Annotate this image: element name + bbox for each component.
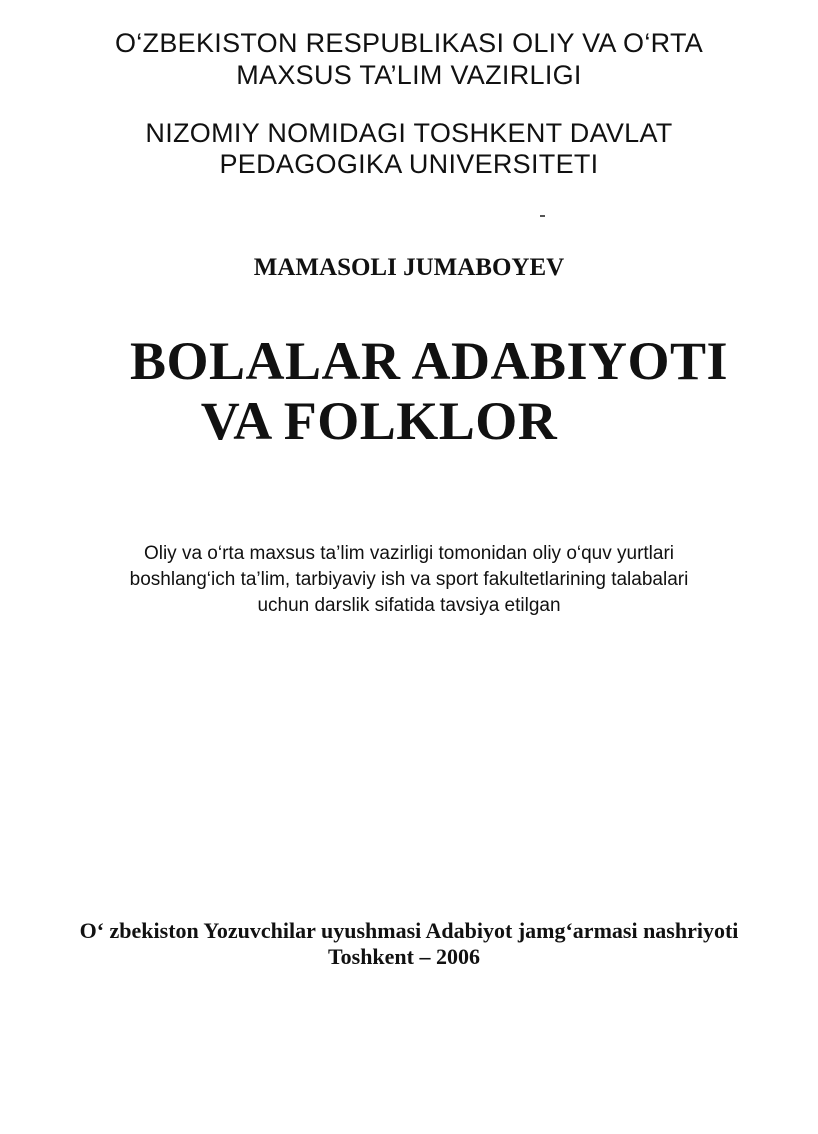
book-title-line-1: BOLALAR ADABIYOTI (129, 331, 729, 391)
ministry-line-1: O‘ZBEKISTON RESPUBLIKASI OLIY VA O‘RTA (114, 28, 704, 58)
recommendation-line-2: boshlang‘ich ta’lim, tarbiyaviy ish va sport fakultetlarining talabalari (129, 569, 689, 590)
recommendation-line-1: Oliy va o‘rta maxsus ta’lim vazirligi tomonidan oliy o‘quv yurtlari (143, 543, 675, 564)
publisher-name: O‘ zbekiston Yozuvchilar uyushmasi Adabiyot jamg‘armasi nashriyoti (79, 918, 739, 943)
recommendation-line-3: uchun darslik sifatida tavsiya etilgan (257, 595, 561, 616)
university-line-1: NIZOMIY NOMIDAGI TOSHKENT DAVLAT (145, 118, 673, 148)
ministry-line-2: MAXSUS TA’LIM VAZIRLIGI (236, 60, 582, 90)
book-title-line-2: VA FOLKLOR (200, 391, 558, 451)
university-line-2: PEDAGOGIKA UNIVERSITETI (219, 149, 599, 179)
author-name: MAMASOLI JUMABOYEV (253, 254, 565, 281)
publisher-city-year: Toshkent – 2006 (327, 944, 480, 969)
scan-speck (540, 215, 545, 217)
